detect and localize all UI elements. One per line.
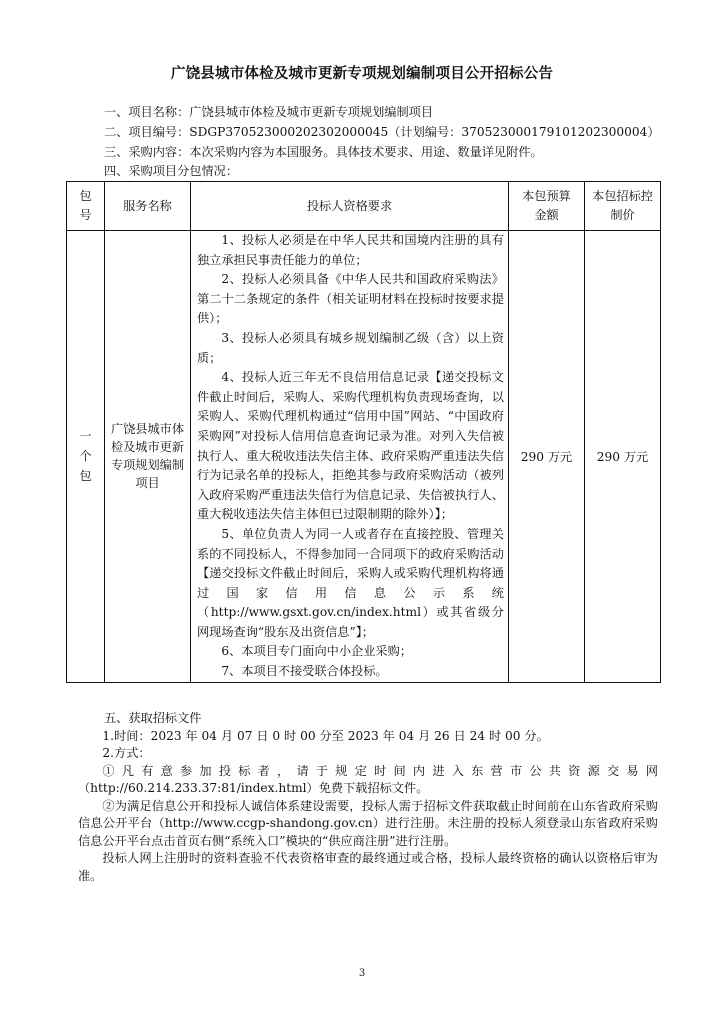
table-row bbox=[67, 231, 661, 683]
page-number: 3 bbox=[358, 968, 366, 979]
requirement-item: 5、单位负责人为同一人或者存在直接控股、管理关系的不同投标人，不得参加同一合同项下的政府采购活动【递交投标文件截止时间后，采购人或采购代理机构将通过国家信用信息公示系统（http://www.gsxt.gov.cn/index.html）或其省级分网现场查询“股东及出资信息”】； bbox=[197, 526, 504, 639]
time-line: 1.时间：2023 年 04 月 07 日 0 时 00 分至 2023 年 04 月 26 日 24 时 00 分。 bbox=[102, 728, 549, 743]
requirement-item: 7、本项目不接受联合体投标。 bbox=[221, 664, 388, 679]
table-header-row bbox=[67, 182, 661, 231]
header-control-price: 本包招标控 制价 bbox=[585, 182, 661, 231]
project-name-line: 一、项目名称：广饶县城市体检及城市更新专项规划编制项目 bbox=[104, 105, 434, 119]
package-heading-line: 四、采购项目分包情况： bbox=[104, 164, 239, 178]
header-requirements: 投标人资格要求 bbox=[191, 182, 509, 231]
requirement-item: 2、投标人必须具备《中华人民共和国政府采购法》第二十二条规定的条件（相关证明材料在投标时按要求提供）； bbox=[197, 272, 504, 326]
header-service-name: 服务名称 bbox=[105, 182, 191, 231]
procurement-content-line: 三、采购内容：本次采购内容为本国服务。具体技术要求、用途、数量详见附件。 bbox=[104, 145, 543, 159]
requirements-cell bbox=[191, 231, 509, 683]
package-table bbox=[66, 181, 661, 683]
requirement-item: 1、投标人必须是在中华人民共和国境内注册的具有独立承担民事责任能力的单位； bbox=[197, 233, 504, 267]
section-heading: 五、获取招标文件 bbox=[104, 711, 202, 725]
package-number-cell: 一 个 包 bbox=[67, 231, 105, 683]
project-number-line: 二、项目编号：SDGP370523000202302000045（计划编号：370523000179101202300004） bbox=[104, 125, 660, 139]
header-budget: 本包预算 金额 bbox=[509, 182, 585, 231]
method-two: ②为满足信息公开和投标人诚信体系建设需要，投标人需于招标文件获取截止时间前在山东省政府采购信息公开平台（http://www.ccgp-shandong.gov.cn）进行注册。未注册的投标人须登录山东省政府采购信息公开平台点击首页右侧“系统入口”模块的“供应商注册”进行注册。 bbox=[78, 798, 658, 848]
budget-cell: 290 万元 bbox=[509, 231, 585, 683]
registration-note: 投标人网上注册时的资料查验不代表资格审查的最终通过或合格，投标人最终资格的确认以资格后审为准。 bbox=[78, 851, 658, 883]
control-price-cell: 290 万元 bbox=[585, 231, 661, 683]
requirement-item: 6、本项目专门面向中小企业采购； bbox=[221, 644, 412, 659]
section-obtain-documents bbox=[78, 710, 658, 885]
page-title: 广饶县城市体检及城市更新专项规划编制项目公开招标公告 bbox=[170, 65, 554, 82]
method-heading: 2.方式： bbox=[102, 746, 151, 760]
service-name-cell: 广饶县城市体检及城市更新专项规划编制项目 bbox=[105, 231, 191, 683]
header-package-number: 包 号 bbox=[67, 182, 105, 231]
requirement-item: 3、投标人必须具有城乡规划编制乙级（含）以上资质； bbox=[197, 330, 504, 365]
method-one: ①凡有意参加投标者，请于规定时间内进入东营市公共资源交易网（http://60.214.233.37:81/index.html）免费下载招标文件。 bbox=[78, 763, 658, 795]
requirement-item: 4、投标人近三年无不良信用信息记录【递交投标文件截止时间后，采购人、采购代理机构负责现场查询，以采购人、采购代理机构通过“信用中国”网站、“中国政府采购网”对投标人信用信息查询记录为准。对列入失信被执行人、重大税收违法失信主体、政府采购严重违法失信行为记录名单的投标人，拒绝其参与政府采购活动（被列入政府采购严重违法失信行为信息记录、失信被执行人、重大税收违法失信主体但已过限制期的除外）】； bbox=[197, 370, 504, 522]
